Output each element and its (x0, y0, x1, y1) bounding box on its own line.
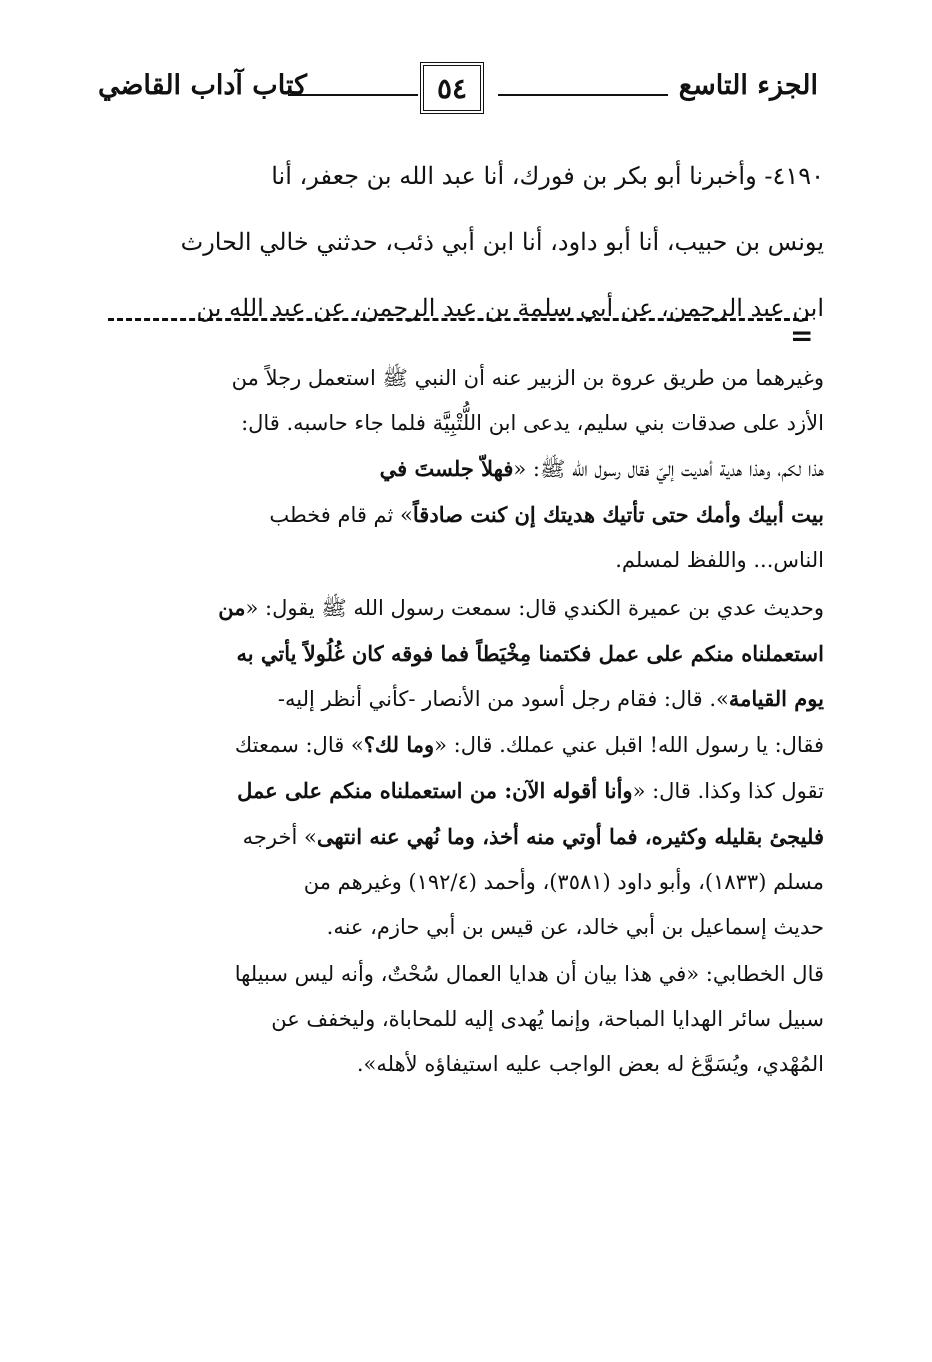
footnote-text: فقال: يا رسول الله! اقبل عني عملك. قال: « (434, 733, 824, 757)
footnote-line: الناس... واللفظ لمسلم. (615, 548, 824, 572)
main-text-line: ابن عبد الرحمن، عن أبي سلمة بن عبد الرحمن، عن عبد الله بن (196, 294, 824, 322)
main-text-line: يونس بن حبيب، أنا أبو داود، أنا ابن أبي ذئب، حدثني خالي الحارث (180, 228, 824, 256)
footnote-text: تقول كذا وكذا. قال: « (632, 779, 824, 803)
footnote-continuation-mark: = (790, 319, 814, 352)
footnote-separator (108, 318, 808, 321)
footnotes (112, 356, 824, 1089)
footnote-paragraph (112, 952, 824, 1087)
footnote-line (112, 722, 824, 768)
main-text-line: ٤١٩٠- وأخبرنا أبو بكر بن فورك، أنا عبد الله بن جعفر، أنا (271, 162, 824, 190)
footnote-text: » أخرجه (242, 825, 317, 849)
footnote-line (112, 768, 824, 814)
book-title: كتاب آداب القاضي (98, 70, 307, 101)
footnote-line (112, 446, 824, 492)
footnote-text: » ثم قام فخطب (269, 503, 413, 527)
page-number: ٥٤ (436, 71, 468, 105)
running-header (98, 60, 818, 120)
hadith-quote: من (218, 595, 246, 620)
footnote-text: وحديث عدي بن عميرة الكندي قال: سمعت رسول الله ﷺ يقول: « (245, 596, 824, 620)
footnote-line: مسلم (١٨٣٣)، وأبو داود (٣٥٨١)، وأحمد (١٩٢/٤) وغيرهم من (303, 870, 824, 894)
footnote-paragraph (112, 585, 824, 950)
footnote-line: المُهْدي، ويُسَوَّغ له بعض الواجب عليه استيفاؤه لأهله». (356, 1052, 824, 1076)
header-rule-left (288, 94, 418, 96)
hadith-quote-line: استعملناه منكم على عمل فكتمنا مِخْيَطاً فما فوقه كان غُلُولاً يأتي به (236, 641, 824, 666)
hadith-quote: فليجئ بقليله وكثيره، فما أوتي منه أخذ، وما نُهي عنه انتهى (316, 824, 824, 849)
footnote-line: قال الخطابي: «في هذا بيان أن هدايا العمال سُحْتٌ، وأنه ليس سبيلها (234, 962, 824, 986)
footnote-line (112, 492, 824, 538)
footnote-text: » قال: سمعتك (234, 733, 364, 757)
footnote-line: وغيرهما من طريق عروة بن الزبير عنه أن النبي ﷺ استعمل رجلاً من (231, 366, 824, 390)
footnote-line (112, 814, 824, 860)
footnote-text: ». قال: فقام رجل أسود من الأنصار -كأني أنظر إليه- (277, 687, 729, 711)
main-text (124, 143, 824, 341)
footnote-line: حديث إسماعيل بن أبي خالد، عن قيس بن أبي حازم، عنه. (326, 915, 824, 939)
hadith-quote: يوم القيامة (728, 686, 824, 711)
hadith-quote: وأنا أقوله الآن: من استعملناه منكم على عمل (237, 778, 633, 803)
footnote-line: الأزد على صدقات بني سليم، يدعى ابن اللُّتْبِيَّة فلما جاء حاسبه. قال: (241, 411, 824, 435)
volume-title: الجزء التاسع (678, 70, 818, 101)
footnote-line (112, 676, 824, 722)
hadith-quote: فهلاّ جلستَ في (379, 456, 514, 481)
footnote-text: هذا لكم، وهذا هدية أهديت إليّ فقال رسول الله ﷺ: « (513, 457, 824, 481)
footnote-line (112, 585, 824, 631)
hadith-quote: وما لك؟ (363, 732, 435, 757)
footnote-line: سبيل سائر الهدايا المباحة، وإنما يُهدى إليه للمحاباة، وليخفف عن (271, 1007, 824, 1031)
hadith-quote: بيت أبيك وأمك حتى تأتيك هديتك إن كنت صادقاً (412, 502, 824, 527)
footnote-paragraph (112, 356, 824, 583)
page-number-box (420, 62, 484, 114)
header-rule-right (498, 94, 668, 96)
